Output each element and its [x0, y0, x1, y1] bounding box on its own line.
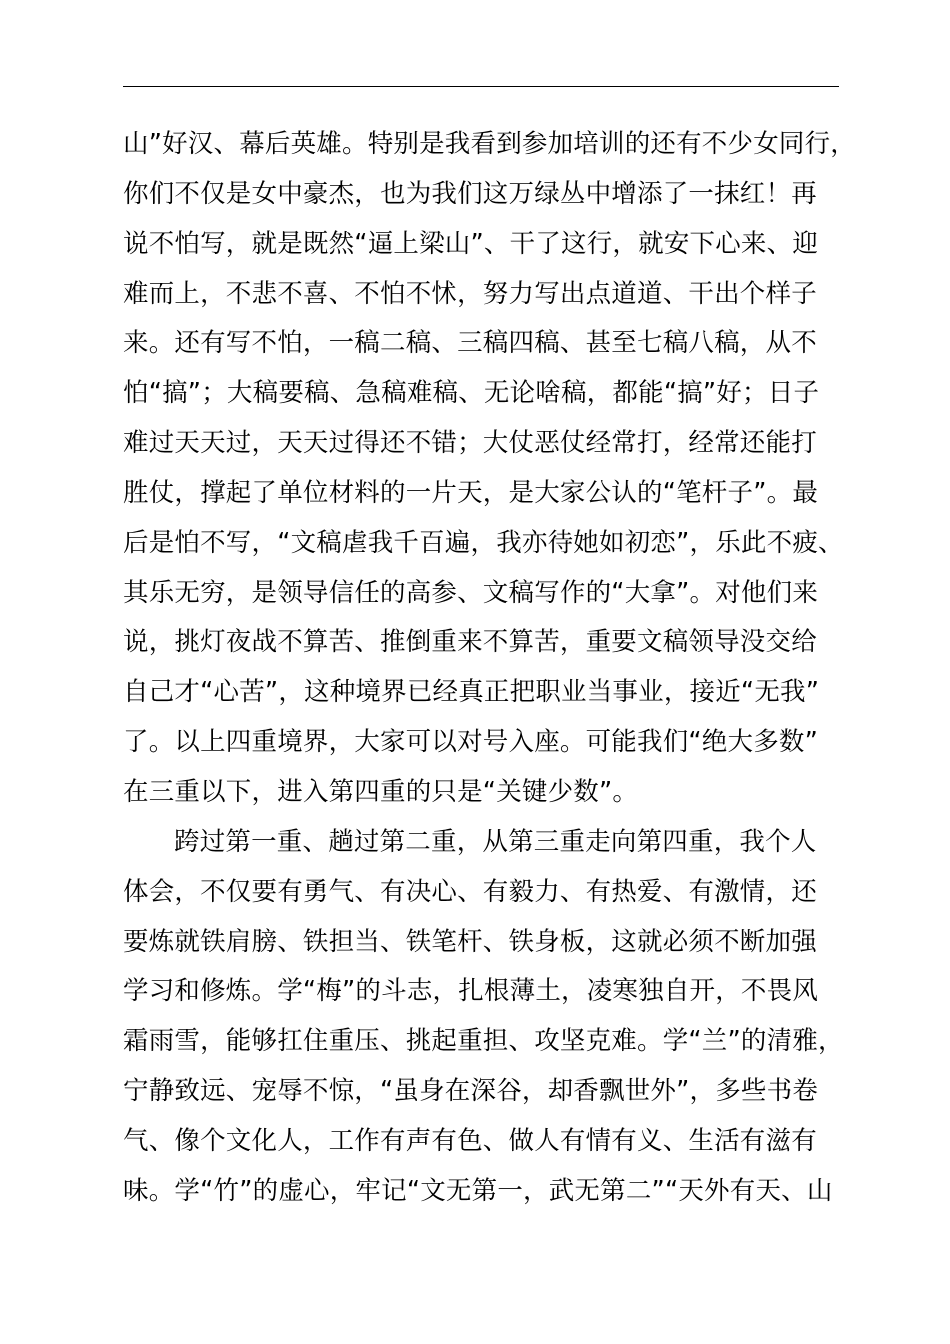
- text-line-22: 味。学“竹”的虚心，牢记“文无第一，武无第二”“天外有天、山: [123, 1175, 833, 1206]
- text-line-5: 来。还有写不怕，一稿二稿、三稿四稿、甚至七稿八稿，从不: [123, 328, 817, 359]
- text-line-2: 你们不仅是女中豪杰，也为我们这万绿丛中增添了一抹红！再: [123, 178, 817, 209]
- text-line-20: 宁静致远、宠辱不惊，“虽身在深谷，却香飘世外”，多些书卷: [123, 1076, 819, 1107]
- text-line-14: 在三重以下，进入第四重的只是“关键少数”。: [123, 776, 639, 807]
- text-line-8: 胜仗，撑起了单位材料的一片天，是大家公认的“笔杆子”。最: [123, 477, 819, 508]
- paragraph-start-line: 跨过第一重、趟过第二重，从第三重走向第四重，我个人: [174, 826, 817, 857]
- text-line-3: 说不怕写，就是既然“逼上梁山”、干了这行，就安下心来、迎: [123, 228, 819, 259]
- text-line-9: 后是怕不写，“文稿虐我千百遍，我亦待她如初恋”，乐此不疲、: [123, 527, 844, 558]
- text-line-19: 霜雨雪，能够扛住重压、挑起重担、攻坚克难。学“兰”的清雅，: [123, 1026, 844, 1057]
- text-line-6: 怕“搞”；大稿要稿、急稿难稿、无论啥稿，都能“搞”好；日子: [123, 378, 820, 409]
- text-line-18: 学习和修炼。学“梅”的斗志，扎根薄土，凌寒独自开，不畏风: [123, 976, 819, 1007]
- document-body: [123, 126, 863, 1223]
- text-line-11: 说，挑灯夜战不算苦、推倒重来不算苦，重要文稿领导没交给: [123, 627, 817, 658]
- text-line-7: 难过天天过，天天过得还不错；大仗恶仗经常打，经常还能打: [123, 428, 817, 459]
- text-line-10: 其乐无穷，是领导信任的高参、文稿写作的“大拿”。对他们来: [123, 577, 819, 608]
- text-line-12: 自己才“心苦”，这种境界已经真正把职业当事业，接近“无我”: [123, 677, 820, 708]
- text-line-16: 体会，不仅要有勇气、有决心、有毅力、有热爱、有激情，还: [123, 876, 817, 907]
- text-line-1: 山”好汉、幕后英雄。特别是我看到参加培训的还有不少女同行，: [123, 129, 857, 159]
- text-line-13: 了。以上四重境界，大家可以对号入座。可能我们“绝大多数”: [123, 727, 819, 758]
- text-line-17: 要炼就铁肩膀、铁担当、铁笔杆、铁身板，这就必须不断加强: [123, 926, 817, 957]
- header-rule: [123, 86, 839, 87]
- text-line-4: 难而上，不悲不喜、不怕不怵，努力写出点道道、干出个样子: [123, 278, 817, 309]
- text-line-21: 气、像个文化人，工作有声有色、做人有情有义、生活有滋有: [123, 1125, 817, 1156]
